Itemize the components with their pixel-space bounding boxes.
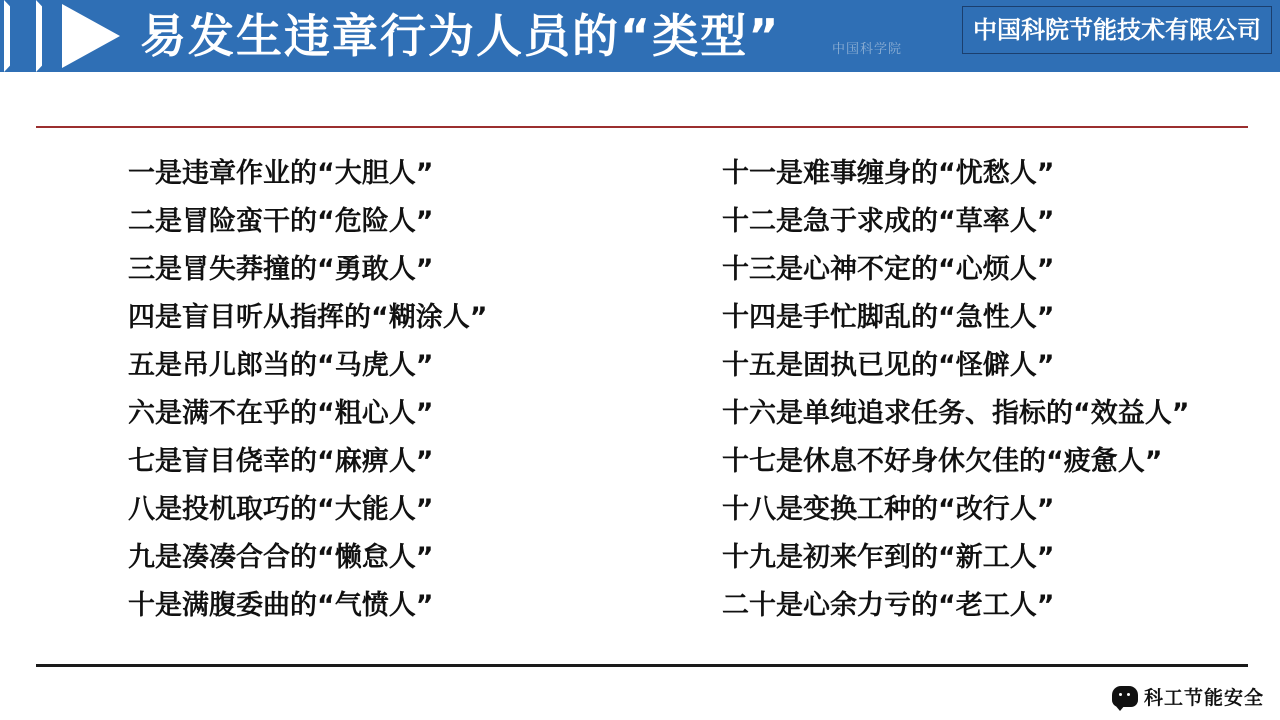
chevron-solid-icon (62, 4, 120, 68)
list-item: 十八是变换工种的“改行人” (722, 494, 1055, 525)
list-item: 十一是难事缠身的“忧愁人” (722, 158, 1055, 189)
wechat-icon (1112, 686, 1138, 707)
list-item: 十九是初来乍到的“新工人” (722, 542, 1055, 573)
watermark-text: 中国科学院 (832, 42, 903, 57)
list-item: 十七是休息不好身休欠佳的“疲惫人” (722, 446, 1163, 477)
list-item: 八是投机取巧的“大能人” (128, 494, 434, 525)
list-item: 十六是单纯追求任务、指标的“效益人” (722, 398, 1190, 429)
list-item: 五是吊儿郎当的“马虎人” (128, 350, 434, 381)
list-item: 六是满不在乎的“粗心人” (128, 398, 434, 429)
list-item: 十二是急于求成的“草率人” (722, 206, 1055, 237)
list-item: 三是冒失莽撞的“勇敢人” (128, 254, 434, 285)
list-item: 七是盲目侥幸的“麻痹人” (128, 446, 434, 477)
page-title: 易发生违章行为人员的“类型” (140, 9, 781, 63)
divider-top (36, 126, 1248, 128)
left-column (128, 150, 688, 630)
content-area (0, 150, 1280, 650)
list-item: 二是冒险蛮干的“危险人” (128, 206, 434, 237)
list-item: 九是凑凑合合的“懒怠人” (128, 542, 434, 573)
list-item: 四是盲目听从指挥的“糊涂人” (128, 302, 488, 333)
list-item: 一是违章作业的“大胆人” (128, 158, 434, 189)
list-item: 二十是心余力亏的“老工人” (722, 590, 1055, 621)
list-item: 十五是固执已见的“怪僻人” (722, 350, 1055, 381)
chevron-mask (10, 0, 38, 72)
chevron-decoration (0, 0, 150, 72)
list-item: 十四是手忙脚乱的“急性人” (722, 302, 1055, 333)
company-tag: 中国科院节能技术有限公司 (962, 6, 1272, 54)
divider-bottom (36, 664, 1248, 667)
list-item: 十是满腹委曲的“气愤人” (128, 590, 434, 621)
footer-badge-label: 科工节能安全 (1143, 687, 1264, 709)
right-column (722, 150, 1262, 630)
slide-header-band (0, 0, 1280, 72)
list-item: 十三是心神不定的“心烦人” (722, 254, 1055, 285)
footer-badge (1112, 683, 1264, 710)
